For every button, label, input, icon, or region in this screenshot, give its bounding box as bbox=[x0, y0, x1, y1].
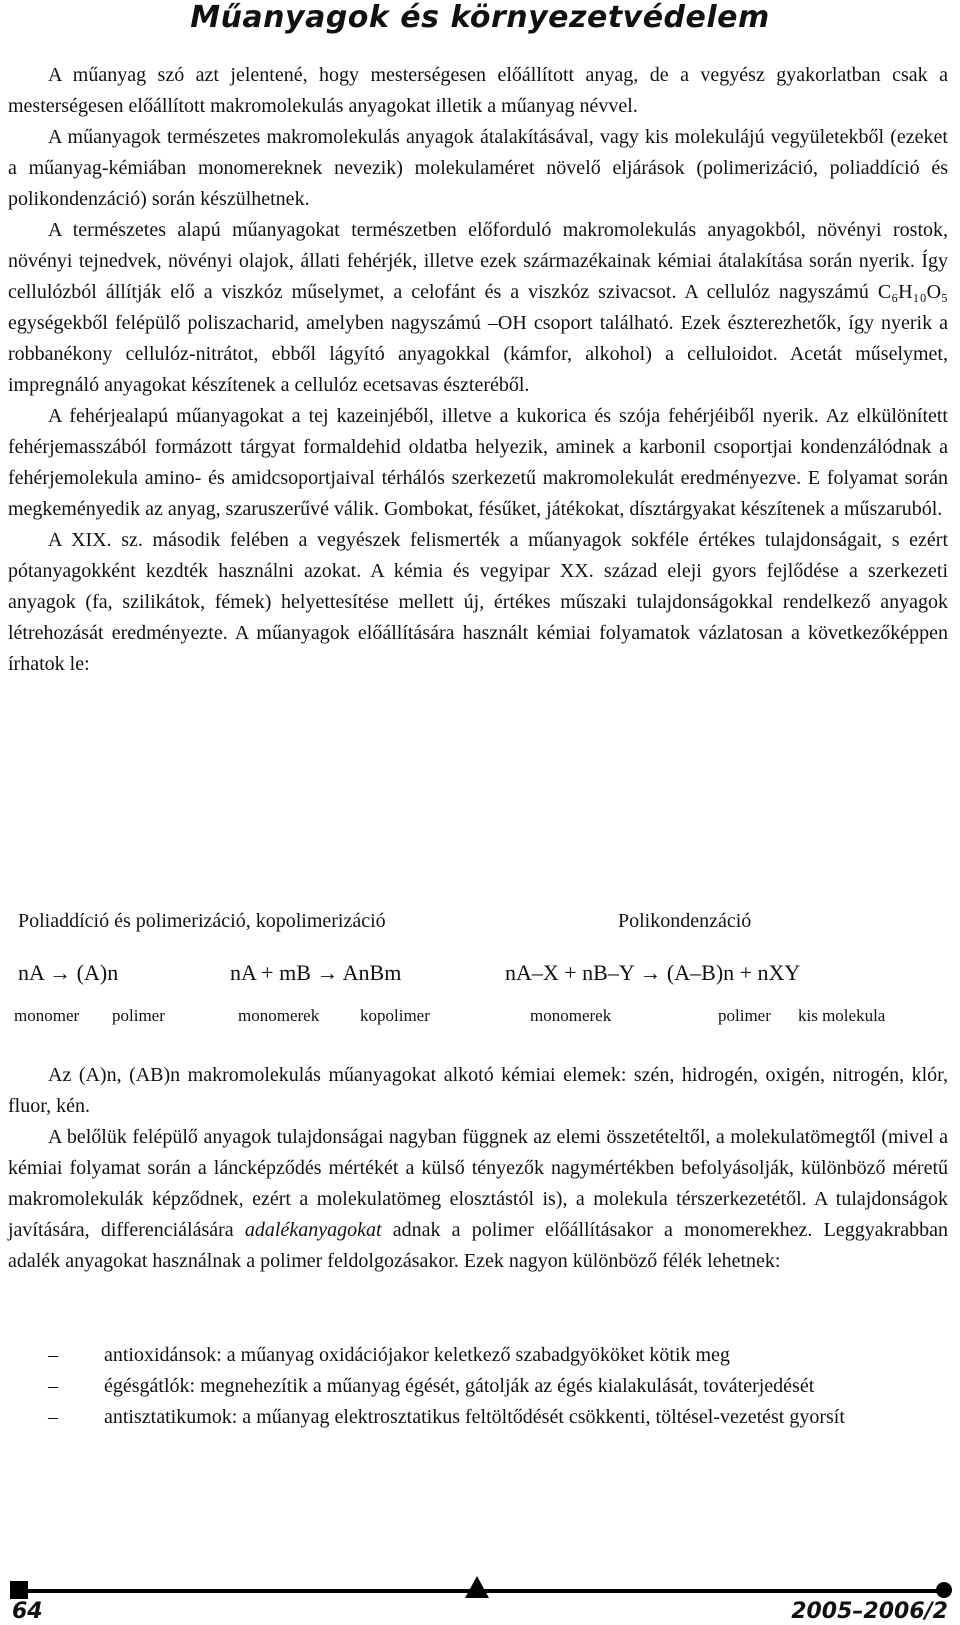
paragraph: A természetes alapú műanyagokat természetben előforduló makromolekulás anyagokból, növényi rostok, növényi tejnedvek, növényi olajok, állati fehérjék, illetve ezek származékainak kémiai átalakítása során nyerik. Így cellulózból állítják elő a viszkóz műselymet, a celofánt és a viszkóz szivacsot. A cellulóz nagyszámú C₆H₁₀O₅ egységekből felépülő poliszacharid, amelyben nagyszámú –OH csoport található. Ezek észterezhetők, így nyerik a robbanékony cellulóz-nitrátot, ebből lágyító anyagokkal (kámfor, alkohol) a celluloidot. Acetát műselymet, impregnáló anyagokat készítenek a cellulóz ecetsavas észteréből. bbox=[8, 219, 948, 396]
equation-label: monomerek bbox=[530, 1006, 612, 1025]
paragraph: A XIX. sz. második felében a vegyészek felismerték a műanyagok sokféle értékes tulajdonságait, s ezért pótanyagokként kezdték használni azokat. A kémia és vegyipar XX. század eleji gyors fejlődése a szerkezeti anyagok (fa, szilikátok, fémek) helyettesítése mellett új, értékes műszaki tulajdonságokkal rendelkező anyagok létrehozását eredményezte. A műanyagok előállítására használt kémiai folyamatok vázlatosan a következőképpen írhatok le: bbox=[8, 529, 948, 675]
page-footer bbox=[0, 1572, 960, 1625]
list-dash: – bbox=[48, 1406, 58, 1428]
list-item bbox=[8, 1371, 948, 1402]
polyaddition-heading: Poliaddíció és polimerizáció, kopolimerizáció bbox=[18, 910, 386, 932]
paragraph: A műanyagok természetes makromolekulás anyagok átalakításával, vagy kis molekulájú vegyületekből (ezeket a műanyag-kémiában monomereknek nevezik) molekulaméret növelő eljárások (polimerizáció, poliaddíció és polikondenzáció) során készülhetnek. bbox=[8, 126, 948, 210]
list-item-text: égésgátlók: megnehezítik a műanyag égését, gátolják az égés kialakulását, továterjedését bbox=[104, 1375, 815, 1397]
equation-label: kopolimer bbox=[360, 1006, 430, 1025]
paragraph: A fehérjealapú műanyagokat a tej kazeinjéből, illetve a kukorica és szója fehérjéiből nyerik. Az elkülönített fehérjemasszából formázott tárgyat formaldehid oldatba helyezik, aminek a karbonil csoportjai kondenzálódnak a fehérjemolekula amino- és amidcsoportjaival térhálós szerkezetű makromolekulát eredményezve. E folyamat során megkeményedik az anyag, szaruszerűvé válik. Gombokat, fésűket, játékokat, dísztárgyakat készítenek a műszaruból. bbox=[8, 405, 948, 520]
circle-icon bbox=[936, 1582, 952, 1598]
article-body-continued bbox=[8, 1060, 948, 1277]
list-item bbox=[8, 1402, 948, 1433]
polycondensation-equation: nA–X + nB–Y → (A–B)n + nXY bbox=[505, 960, 801, 985]
square-icon bbox=[10, 1581, 28, 1599]
paragraph: Az (A)n, (AB)n makromolekulás műanyagokat alkotó kémiai elemek: szén, hidrogén, oxigén, nitrogén, klór, fluor, kén. bbox=[8, 1064, 948, 1117]
equation-label: kis molekula bbox=[798, 1006, 886, 1025]
list-dash: – bbox=[48, 1344, 58, 1366]
list-item-text: antisztatikumok: a műanyag elektrosztatikus feltöltődését csökkenti, töltésel-vezetést gyorsít bbox=[104, 1406, 845, 1428]
paragraph: A belőlük felépülő anyagok tulajdonságai nagyban függnek az elemi összetételtől, a molekulatömegtől (mivel a kémiai folyamat során a láncképződés mértékét a külső tényezők nagymértékben befolyásolják, különböző méretű makromolekulák képződnek, ezért a molekulatömeg elosztástól is), a molekula térszerkezetétől. A tulajdonságok javítására, differenciálására adalékanyagokat adnak a polimer előállításakor a monomerekhez. Leggyakrabban adalék anyagokat használnak a polimer feldolgozásakor. Ezek nagyon különböző félék lehetnek: bbox=[8, 1126, 948, 1272]
polymerization-equation: nA → (A)n bbox=[18, 960, 119, 985]
equation-label: monomer bbox=[14, 1006, 80, 1025]
reaction-equations bbox=[0, 910, 960, 1030]
paragraph: A műanyag szó azt jelentené, hogy mesterségesen előállított anyag, de a vegyész gyakorlatban csak a mesterségesen előállított makromolekulás anyagokat illetik a műanyag névvel. bbox=[8, 64, 948, 117]
list-item bbox=[8, 1340, 948, 1371]
equation-label: monomerek bbox=[238, 1006, 320, 1025]
equation-label: polimer bbox=[112, 1006, 165, 1025]
page-title: Műanyagok és környezetvédelem bbox=[190, 0, 770, 35]
issue-year: 2005–2006/2 bbox=[791, 1599, 948, 1624]
additive-list bbox=[8, 1340, 948, 1433]
equation-label: polimer bbox=[718, 1006, 771, 1025]
triangle-icon bbox=[465, 1576, 489, 1598]
article-body bbox=[8, 60, 948, 680]
list-dash: – bbox=[48, 1375, 58, 1397]
emphasized-term: adalékanyagokat bbox=[244, 1219, 382, 1241]
page-number: 64 bbox=[12, 1599, 43, 1624]
list-item-text: antioxidánsok: a műanyag oxidációjakor keletkező szabadgyököket kötik meg bbox=[104, 1344, 730, 1366]
copolymerization-equation: nA + mB → AnBm bbox=[230, 960, 402, 985]
polycondensation-heading: Polikondenzáció bbox=[618, 910, 752, 932]
